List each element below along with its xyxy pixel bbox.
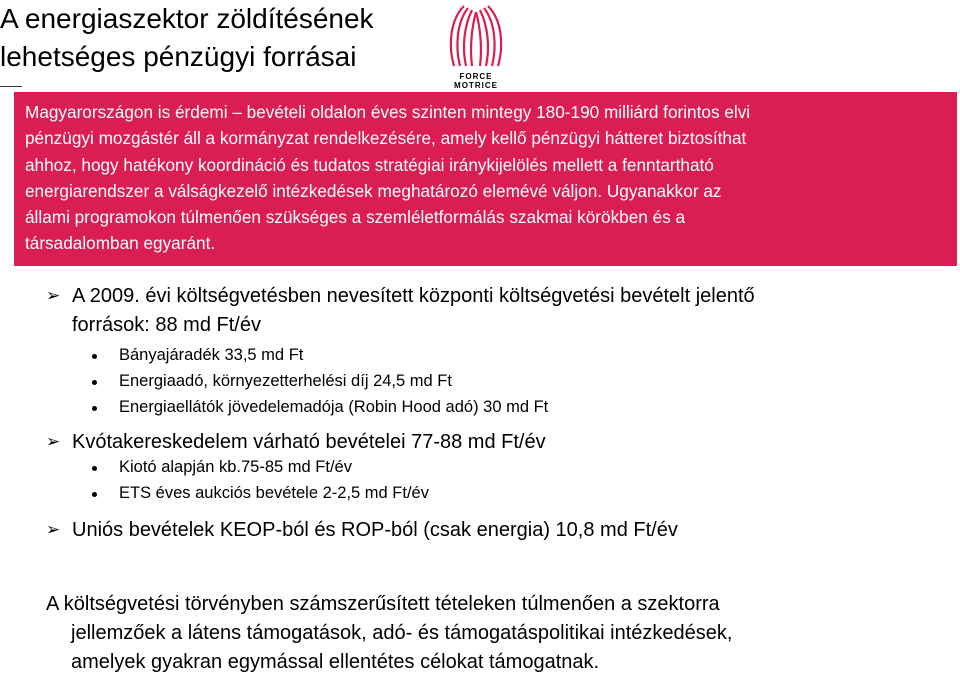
bullet-dot-icon xyxy=(92,466,97,471)
bullet-dot-icon xyxy=(92,380,97,385)
closing-line: amelyek gyakran egymással ellentétes célokat támogatnak. xyxy=(71,651,600,673)
arrow-bullet-icon: ➢ xyxy=(46,286,61,305)
bullet-dot-icon xyxy=(92,354,97,359)
closing-line: jellemzőek a látens támogatások, adó- és támogatáspolitikai intézkedések, xyxy=(71,622,733,644)
highlight-box xyxy=(14,92,957,266)
closing-line: A költségvetési törvényben számszerűsített tételeken túlmenően a szektorra xyxy=(46,593,720,615)
title-line-2: lehetséges pénzügyi forrásai xyxy=(0,41,357,72)
title-line-1: A energiaszektor zöldítésének xyxy=(0,3,374,34)
divider xyxy=(0,86,22,87)
closing-paragraph xyxy=(46,590,946,677)
highlight-line: állami programokon túlmenően szükséges a szemléletformálás szakmai körökben és a xyxy=(25,207,686,228)
arrow-bullet-icon: ➢ xyxy=(46,432,61,451)
highlight-line: társadalomban egyaránt. xyxy=(25,233,216,254)
bullet-dot-icon xyxy=(92,406,97,411)
list-item: ETS éves aukciós bevétele 2-2,5 md Ft/év xyxy=(119,484,429,502)
page-title xyxy=(0,0,440,76)
highlight-line: energiarendszer a válságkezelő intézkedések meghatározó elemévé váljon. Ugyanakkor az xyxy=(25,180,722,201)
logo-text-force: FORCE xyxy=(459,72,493,81)
highlight-line: pénzügyi mozgástér áll a kormányzat rendelkezésére, amely kellő pénzügyi hátteret biztosíthat xyxy=(25,128,747,149)
bullet-dot-icon xyxy=(92,492,97,497)
section-heading: Kvótakereskedelem várható bevételei 77-88 md Ft/év xyxy=(72,431,546,453)
list-item: Bányajáradék 33,5 md Ft xyxy=(119,346,304,364)
section-heading: Uniós bevételek KEOP-ból és ROP-ból (csak energia) 10,8 md Ft/év xyxy=(72,519,678,541)
list-item: Kiotó alapján kb.75-85 md Ft/év xyxy=(119,458,352,476)
highlight-line: Magyarországon is érdemi – bevételi oldalon éves szinten mintegy 180-190 milliárd forintos elvi xyxy=(25,102,751,122)
section-heading-cont: források: 88 md Ft/év xyxy=(72,314,261,336)
section-heading: A 2009. évi költségvetésben nevesített központi költségvetési bevételt jelentő xyxy=(72,285,755,307)
list-item: Energiaadó, környezetterhelési díj 24,5 md Ft xyxy=(119,372,452,390)
highlight-line: ahhoz, hogy hatékony koordináció és tudatos stratégiai iránykijelölés mellett a fenntartható xyxy=(25,154,714,175)
logo-text-motrice: MOTRICE xyxy=(454,81,498,90)
list-item: Energiaellátók jövedelemadója (Robin Hood adó) 30 md Ft xyxy=(119,398,549,416)
arrow-bullet-icon: ➢ xyxy=(46,520,61,539)
